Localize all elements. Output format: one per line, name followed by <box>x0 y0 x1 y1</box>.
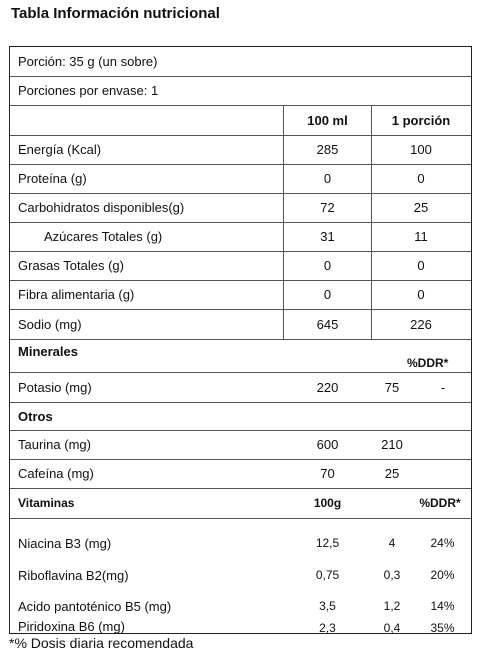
row-label: Taurina (mg) <box>18 437 91 452</box>
table-row <box>10 164 471 194</box>
row-label: Niacina B3 (mg) <box>18 535 112 551</box>
value-100ml: 645 <box>316 316 339 332</box>
servings-text: Porciones por envase: 1 <box>18 83 159 98</box>
value-2: 4 <box>388 536 396 550</box>
nutrition-table <box>9 46 472 634</box>
row-label: Sodio (mg) <box>18 316 82 332</box>
table-row <box>10 135 471 165</box>
value-portion: 0 <box>417 171 425 186</box>
table-title: Tabla Información nutricional <box>11 5 220 22</box>
value-portion: 11 <box>414 229 428 244</box>
value-2: 75 <box>384 379 400 395</box>
row-label: Piridoxina B6 (mg) <box>18 619 125 634</box>
column-header-row <box>10 105 471 136</box>
row-label: Grasas Totales (g) <box>18 258 124 273</box>
header-100ml: 100 ml <box>307 112 348 128</box>
value-2: 210 <box>381 437 403 452</box>
row-label: Proteína (g) <box>18 171 87 186</box>
value-1: 0,75 <box>315 568 340 582</box>
row-label: Azúcares Totales (g) <box>44 229 163 244</box>
others-heading: Otros <box>18 408 53 424</box>
table-row <box>10 559 471 591</box>
row-label: Carbohidratos disponibles(g) <box>18 200 185 215</box>
row-label: Fibra alimentaria (g) <box>18 287 135 302</box>
others-header-row <box>10 402 471 431</box>
vitamins-col-ddr: %DDR* <box>419 496 461 510</box>
value-portion: 25 <box>413 200 429 215</box>
value-ddr: 20% <box>430 568 455 582</box>
footnote: *% Dosis diaria recomendada <box>9 635 194 651</box>
value-ddr: 35% <box>430 621 455 635</box>
portion-text: Porción: 35 g (un sobre) <box>18 54 158 69</box>
value-portion: 226 <box>410 316 432 332</box>
row-label: Potasio (mg) <box>18 379 92 395</box>
value-100ml: 285 <box>316 142 339 157</box>
table-row <box>10 193 471 223</box>
value-2: 1,2 <box>383 599 401 613</box>
table-row <box>10 372 471 403</box>
value-1: 12,5 <box>315 536 340 550</box>
table-row <box>10 309 471 340</box>
value-portion: 0 <box>417 258 425 273</box>
value-1: 3,5 <box>319 599 336 613</box>
value-100ml: 0 <box>323 258 332 273</box>
table-row <box>10 430 471 460</box>
value-1: 220 <box>316 379 339 395</box>
value-2: 0,4 <box>383 621 401 635</box>
table-row <box>10 459 471 489</box>
servings-row <box>10 76 471 106</box>
value-portion: 0 <box>417 287 425 302</box>
value-100ml: 31 <box>320 229 335 244</box>
table-row <box>10 591 471 621</box>
value-1: 600 <box>316 437 339 452</box>
value-100ml: 0 <box>323 171 332 186</box>
header-portion: 1 porción <box>391 112 451 128</box>
vitamins-col-100g: 100g <box>313 496 342 510</box>
value-100ml: 72 <box>320 200 335 215</box>
row-label: Acido pantoténico B5 (mg) <box>18 598 172 614</box>
table-row <box>10 527 471 559</box>
row-label: Riboflavina B2(mg) <box>18 567 129 583</box>
table-row <box>10 251 471 281</box>
minerals-ddr-label: %DDR* <box>407 356 449 370</box>
value-2: 25 <box>384 466 400 481</box>
value-ddr: 14% <box>430 599 455 613</box>
value-portion: 100 <box>410 142 432 157</box>
minerals-header-row <box>10 339 471 373</box>
value-ddr: 24% <box>430 536 455 550</box>
value-2: 0,3 <box>383 568 401 582</box>
minerals-heading: Minerales <box>18 344 78 359</box>
table-row <box>10 222 471 252</box>
vitamins-heading: Vitaminas <box>18 496 75 510</box>
value-1: 2,3 <box>319 621 336 635</box>
value-1: 70 <box>320 466 335 481</box>
row-label: Cafeína (mg) <box>18 466 94 481</box>
value-100ml: 0 <box>323 287 332 302</box>
table-row <box>10 621 471 633</box>
table-row <box>10 280 471 310</box>
vitamins-header-row <box>10 488 471 519</box>
row-label: Energía (Kcal) <box>18 142 102 157</box>
value-ddr: - <box>440 379 446 395</box>
portion-row <box>10 47 471 77</box>
